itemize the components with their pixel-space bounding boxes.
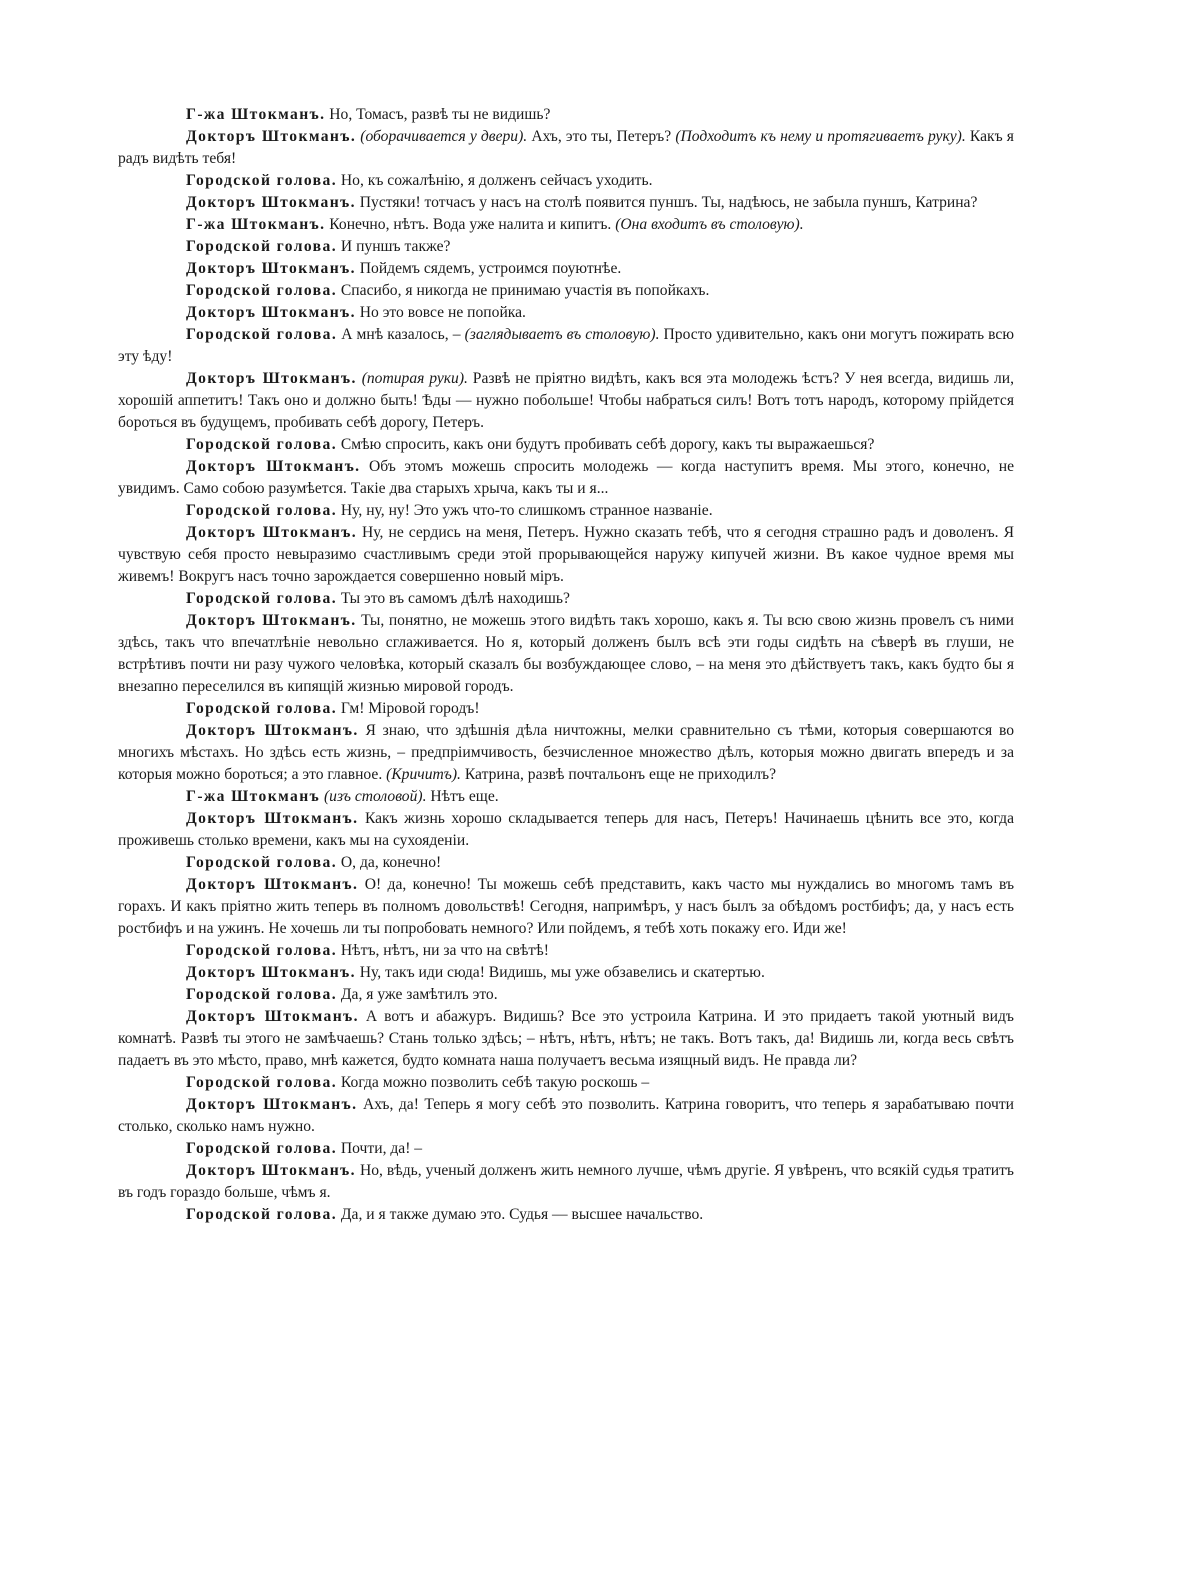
dialogue-paragraph: [118, 236, 1014, 258]
dialogue-paragraph: [118, 126, 1014, 170]
dialogue-paragraph: [118, 368, 1014, 434]
speaker-name: Докторъ Штокманъ.: [186, 370, 357, 387]
spoken-line: Ну, такъ иди сюда! Видишь, мы уже обзавелись и скатертью.: [359, 964, 765, 981]
stage-direction: (Она входитъ въ столовую).: [615, 216, 804, 233]
spoken-line: Спасибо, я никогда не принимаю участія въ попойкахъ.: [340, 282, 710, 299]
spoken-line: Я знаю, что здѣшнія дѣла ничтожны, мелки сравнительно съ тѣми, которыя совершаются во многихъ мѣстахъ. Но здѣсь есть жизнь, – предпріимчивость, безчисленное множество дѣлъ, которыя можно двигать впередъ и за которыя можно бороться; а это главное.: [118, 722, 1015, 783]
spoken-line: Ахъ, да! Теперь я могу себѣ это позволить. Катрина говоритъ, что теперь я зарабатываю почти столько, сколько намъ нужно.: [118, 1096, 1014, 1135]
dialogue-paragraph: [118, 522, 1014, 588]
spoken-line: Нѣтъ, нѣтъ, ни за что на свѣтѣ!: [340, 942, 549, 959]
speaker-name: Городской голова.: [186, 1074, 337, 1091]
stage-direction: (потирая руки).: [361, 370, 468, 387]
dialogue-paragraph: [118, 588, 1014, 610]
spoken-line: Объ этомъ можешь спросить молодежь — когда наступитъ время. Мы этого, конечно, не увидимъ. Само собою разумѣется. Такіе два старыхъ хрыча, какъ ты и я...: [118, 458, 1014, 497]
spoken-line: Ты, понятно, не можешь этого видѣть такъ хорошо, какъ я. Ты всю свою жизнь провелъ съ ними здѣсь, такъ что впечатлѣніе невольно сглаживается. Но я, который долженъ былъ всѣ эти годы сидѣть на сѣверѣ въ глуши, не встрѣтивъ почти ни разу чужого человѣка, который сказалъ бы возбуждающее слово, – на меня это дѣйствуетъ такъ, какъ будто бы я внезапно переселился въ кипящій жизнью мировой городъ.: [118, 612, 1015, 695]
dialogue-paragraph: [118, 984, 1014, 1006]
dialogue-paragraph: [118, 962, 1014, 984]
spoken-line: Да, и я также думаю это. Судья — высшее начальство.: [340, 1206, 704, 1223]
dialogue-paragraph: [118, 324, 1014, 368]
dialogue-paragraph: [118, 610, 1014, 698]
spoken-line: Но, Томасъ, развѣ ты не видишь?: [329, 106, 551, 123]
speaker-name: Городской голова.: [186, 854, 337, 871]
dialogue-paragraph: [118, 1072, 1014, 1094]
speaker-name: Докторъ Штокманъ.: [186, 1008, 359, 1025]
speaker-name: Г-жа Штокманъ: [186, 788, 321, 805]
stage-direction: (оборачивается у двери).: [360, 128, 528, 145]
spoken-line: О, да, конечно!: [340, 854, 442, 871]
dialogue-paragraph: [118, 874, 1014, 940]
speaker-name: Г-жа Штокманъ.: [186, 216, 326, 233]
spoken-line: А мнѣ казалось, –: [341, 326, 465, 343]
speaker-name: Городской голова.: [186, 172, 337, 189]
dialogue-paragraph: [118, 456, 1014, 500]
speaker-name: Докторъ Штокманъ.: [186, 304, 356, 321]
speaker-name: Городской голова.: [186, 590, 337, 607]
speaker-name: Докторъ Штокманъ.: [186, 458, 361, 475]
spoken-line: Ну, ну, ну! Это ужъ что-то слишкомъ странное названіе.: [340, 502, 713, 519]
speaker-name: Г-жа Штокманъ.: [186, 106, 326, 123]
dialogue-paragraph: [118, 258, 1014, 280]
speaker-name: Докторъ Штокманъ.: [186, 524, 358, 541]
spoken-line: И пуншъ также?: [340, 238, 451, 255]
stage-direction: (заглядываетъ въ столовую).: [464, 326, 660, 343]
spoken-line: Но, къ сожалѣнію, я долженъ сейчасъ уходить.: [340, 172, 653, 189]
speaker-name: Докторъ Штокманъ.: [186, 128, 357, 145]
spoken-line: Ну, не сердись на меня, Петеръ. Нужно сказать тебѣ, что я сегодня страшно радъ и доволенъ. Я чувствую себя просто невыразимо счастливымъ среди этой прорывающейся наружу кипучей жизни. Въ какое чудное время мы живемъ! Вокругъ насъ точно зарождается совершенно новый міръ.: [118, 524, 1014, 585]
spoken-line: Ахъ, это ты, Петеръ?: [527, 128, 676, 145]
speaker-name: Городской голова.: [186, 700, 337, 717]
stage-direction: (Кричитъ).: [386, 766, 461, 783]
spoken-line: Смѣю спросить, какъ они будутъ пробивать себѣ дорогу, какъ ты выражаешься?: [340, 436, 875, 453]
speaker-name: Докторъ Штокманъ.: [186, 810, 359, 827]
spoken-line: Ты это въ самомъ дѣлѣ находишь?: [340, 590, 570, 607]
dialogue-paragraph: [118, 808, 1014, 852]
spoken-line: Пустяки! тотчасъ у насъ на столѣ появится пуншъ. Ты, надѣюсь, не забыла пуншъ, Катрина?: [359, 194, 978, 211]
spoken-line: Почти, да! –: [340, 1140, 423, 1157]
speaker-name: Докторъ Штокманъ.: [186, 1162, 356, 1179]
spoken-line: О! да, конечно! Ты можешь себѣ представить, какъ часто мы нуждались во многомъ тамъ въ горахъ. И какъ пріятно жить теперь въ полномъ довольствѣ! Сегодня, напримѣръ, у насъ былъ за обѣдомъ ростбифъ; да, у насъ есть ростбифъ и на ужинъ. Не хочешь ли ты попробовать немного? Или пойдемъ, я тебѣ хоть покажу его. Иди же!: [118, 876, 1015, 937]
dialogue-paragraph: [118, 940, 1014, 962]
dialogue-paragraph: [118, 192, 1014, 214]
dialogue-paragraph: [118, 852, 1014, 874]
speaker-name: Городской голова.: [186, 1140, 337, 1157]
dialogue-paragraph: [118, 104, 1014, 126]
speaker-name: Городской голова.: [186, 238, 337, 255]
dialogue-paragraph: [118, 302, 1014, 324]
play-text: [118, 104, 1014, 1226]
speaker-name: Городской голова.: [186, 502, 337, 519]
speaker-name: Городской голова.: [186, 986, 337, 1003]
dialogue-paragraph: [118, 1204, 1014, 1226]
dialogue-paragraph: [118, 500, 1014, 522]
speaker-name: Докторъ Штокманъ.: [186, 964, 356, 981]
speaker-name: Городской голова.: [186, 282, 337, 299]
dialogue-paragraph: [118, 1138, 1014, 1160]
dialogue-paragraph: [118, 1160, 1014, 1204]
dialogue-paragraph: [118, 786, 1014, 808]
speaker-name: Докторъ Штокманъ.: [186, 260, 356, 277]
speaker-name: Городской голова.: [186, 942, 337, 959]
spoken-line: Да, я уже замѣтилъ это.: [340, 986, 498, 1003]
spoken-line: А вотъ и абажуръ. Видишь? Все это устроила Катрина. И это придаетъ такой уютный видъ комнатѣ. Развѣ ты этого не замѣчаешь? Стань только здѣсь; – нѣтъ, нѣтъ, нѣтъ; не такъ. Вотъ такъ, да! Видишь ли, когда весь свѣтъ падаетъ въ это мѣсто, право, мнѣ кажется, будто комната наша получаетъ весьма изящный видъ. Не правда ли?: [118, 1008, 1014, 1069]
spoken-line: Когда можно позволить себѣ такую роскошь –: [340, 1074, 650, 1091]
dialogue-paragraph: [118, 434, 1014, 456]
dialogue-paragraph: [118, 170, 1014, 192]
speaker-name: Городской голова.: [186, 1206, 337, 1223]
spoken-line: Катрина, развѣ почтальонъ еще не приходилъ?: [460, 766, 777, 783]
spoken-line: Пойдемъ сядемъ, устроимся поуютнѣе.: [359, 260, 622, 277]
speaker-name: Докторъ Штокманъ.: [186, 876, 359, 893]
stage-direction: (Подходитъ къ нему и протягиваетъ руку).: [675, 128, 966, 145]
spoken-line: Но, вѣдь, ученый долженъ жить немного лучше, чѣмъ другіе. Я увѣренъ, что всякій судья тратитъ въ годъ гораздо больше, чѣмъ я.: [118, 1162, 1014, 1201]
dialogue-paragraph: [118, 214, 1014, 236]
speaker-name: Докторъ Штокманъ.: [186, 194, 356, 211]
stage-direction: (изъ столовой).: [323, 788, 427, 805]
dialogue-paragraph: [118, 280, 1014, 302]
spoken-line: Гм! Міровой городъ!: [340, 700, 480, 717]
spoken-line: Нѣтъ еще.: [426, 788, 499, 805]
speaker-name: Городской голова.: [186, 436, 337, 453]
dialogue-paragraph: [118, 1094, 1014, 1138]
spoken-line: Конечно, нѣтъ. Вода уже налита и кипитъ.: [329, 216, 616, 233]
spoken-line: Просто удивительно, какъ они могутъ пожирать всю эту ѣду!: [118, 326, 1014, 365]
dialogue-paragraph: [118, 720, 1014, 786]
spoken-line: Развѣ не пріятно видѣть, какъ вся эта молодежь ѣстъ? У нея всегда, видишь ли, хорошій аппетитъ! Такъ оно и должно быть! Ѣды — нужно побольше! Чтобы набраться силъ! Вотъ тотъ народъ, которому прійдется бороться въ будущемъ, пробивать себѣ дорогу, Петеръ.: [118, 370, 1014, 431]
speaker-name: Городской голова.: [186, 326, 338, 343]
speaker-name: Докторъ Штокманъ.: [186, 722, 359, 739]
dialogue-paragraph: [118, 698, 1014, 720]
dialogue-paragraph: [118, 1006, 1014, 1072]
spoken-line: Какъ я радъ видѣть тебя!: [118, 128, 1014, 167]
speaker-name: Докторъ Штокманъ.: [186, 1096, 358, 1113]
spoken-line: Но это вовсе не попойка.: [359, 304, 526, 321]
speaker-name: Докторъ Штокманъ.: [186, 612, 357, 629]
spoken-line: Какъ жизнь хорошо складывается теперь для насъ, Петеръ! Начинаешь цѣнить все это, когда проживешь столько времени, какъ мы на сухояденіи.: [118, 810, 1014, 849]
